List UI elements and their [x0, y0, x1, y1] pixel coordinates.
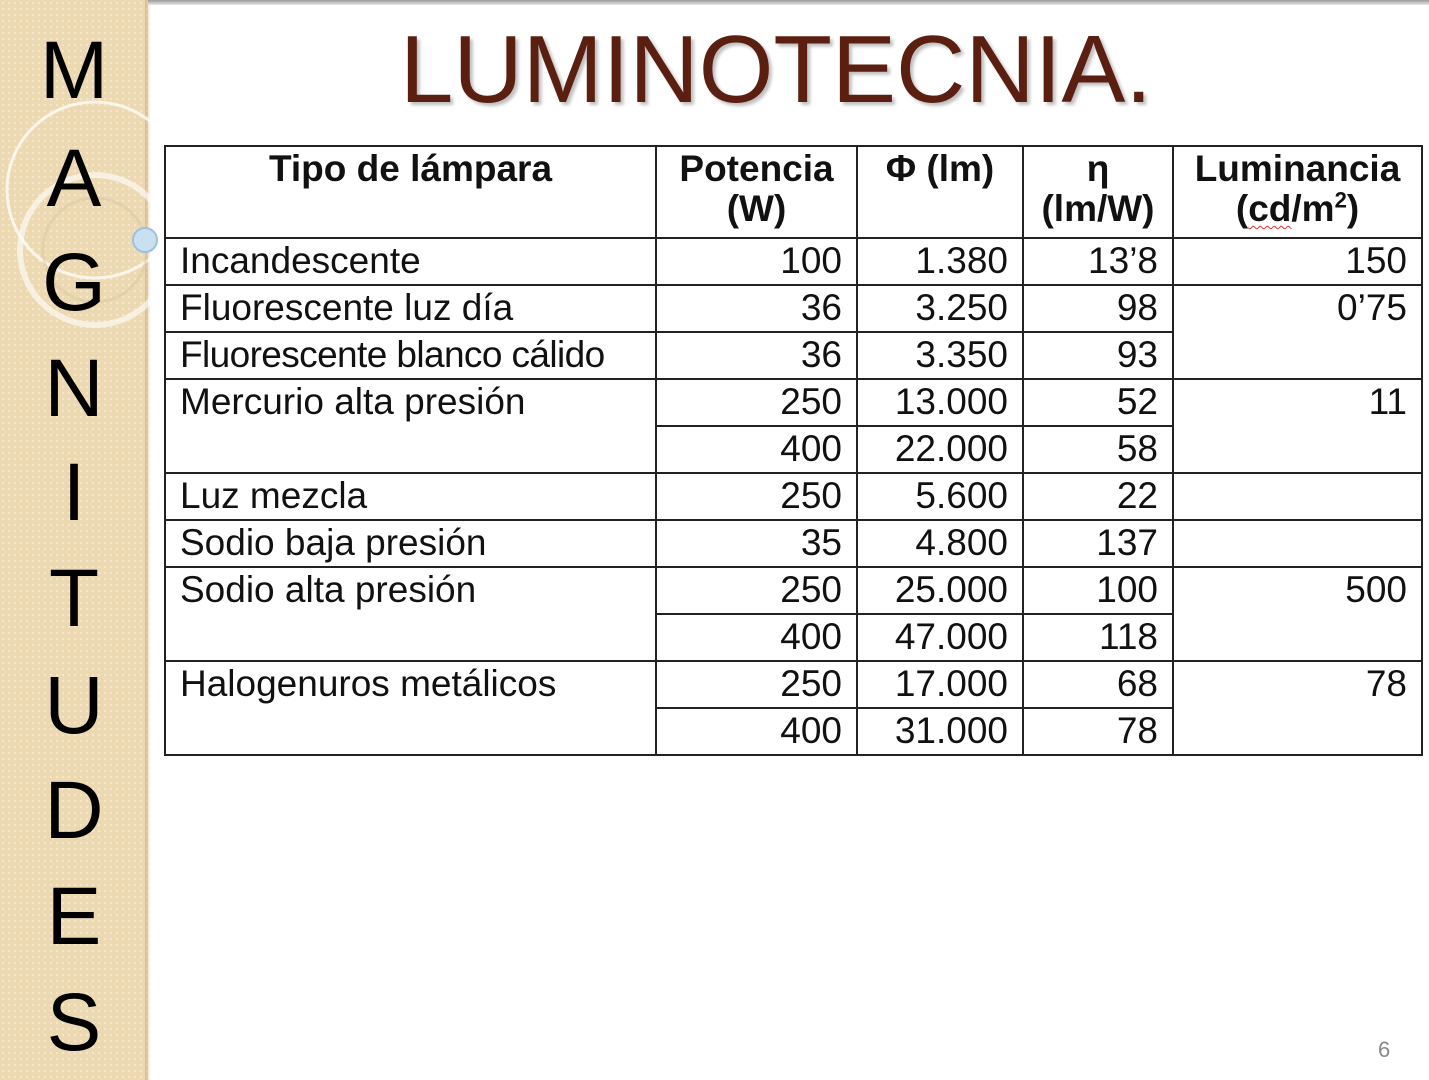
table-row — [165, 661, 1422, 708]
cell-potencia: 400 — [656, 708, 857, 755]
table-row — [165, 285, 1422, 332]
table-row — [165, 473, 1422, 520]
cell-flujo: 31.000 — [857, 708, 1023, 755]
header-eficacia: η (lm/W) — [1023, 146, 1173, 238]
cell-name: Incandescente — [165, 238, 656, 285]
side-letter-e: E — [46, 871, 102, 962]
cell-eficacia: 78 — [1023, 708, 1173, 755]
cell-flujo: 13.000 — [857, 379, 1023, 426]
cell-potencia: 250 — [656, 661, 857, 708]
cell-potencia: 400 — [656, 614, 857, 661]
cell-eficacia: 137 — [1023, 520, 1173, 567]
cell-luminancia — [1173, 520, 1422, 567]
table-row — [165, 238, 1422, 285]
cell-potencia: 250 — [656, 379, 857, 426]
cell-luminancia — [1173, 473, 1422, 520]
cell-luminancia: 11 — [1173, 379, 1422, 473]
cell-name: Fluorescente blanco cálido — [165, 332, 656, 379]
cell-potencia: 35 — [656, 520, 857, 567]
header-tipo: Tipo de lámpara — [165, 146, 656, 238]
side-letter-u: U — [44, 660, 104, 751]
cell-name: Luz mezcla — [165, 473, 656, 520]
side-letter-s: S — [46, 977, 102, 1068]
cell-potencia: 36 — [656, 332, 857, 379]
side-letter-t: T — [48, 553, 100, 644]
cell-name: Halogenuros metálicos — [165, 661, 656, 755]
side-letter-d: D — [44, 765, 104, 856]
cell-eficacia: 118 — [1023, 614, 1173, 661]
cell-flujo: 1.380 — [857, 238, 1023, 285]
cell-name: Mercurio alta presión — [165, 379, 656, 473]
slide-number: 6 — [1378, 1037, 1391, 1062]
cell-luminancia: 500 — [1173, 567, 1422, 661]
table-header-row — [165, 146, 1422, 238]
cell-eficacia: 68 — [1023, 661, 1173, 708]
cell-eficacia: 58 — [1023, 426, 1173, 473]
cell-potencia: 250 — [656, 473, 857, 520]
cell-eficacia: 93 — [1023, 332, 1173, 379]
table-row — [165, 379, 1422, 426]
cell-luminancia: 78 — [1173, 661, 1422, 755]
cell-flujo: 3.350 — [857, 332, 1023, 379]
cell-name: Sodio alta presión — [165, 567, 656, 661]
side-letter-g: G — [42, 237, 106, 328]
cell-flujo: 5.600 — [857, 473, 1023, 520]
cell-flujo: 25.000 — [857, 567, 1023, 614]
header-flujo: Φ (lm) — [857, 146, 1023, 238]
cell-eficacia: 13’8 — [1023, 238, 1173, 285]
side-letter-m: M — [39, 25, 109, 116]
cell-eficacia: 98 — [1023, 285, 1173, 332]
table-row — [165, 567, 1422, 614]
cell-eficacia: 100 — [1023, 567, 1173, 614]
side-letter-n: N — [44, 343, 104, 434]
cell-eficacia: 22 — [1023, 473, 1173, 520]
cell-potencia: 250 — [656, 567, 857, 614]
top-border-line — [148, 0, 1429, 5]
cell-potencia: 36 — [656, 285, 857, 332]
cell-flujo: 17.000 — [857, 661, 1023, 708]
cell-flujo: 4.800 — [857, 520, 1023, 567]
cell-potencia: 100 — [656, 238, 857, 285]
table-row — [165, 520, 1422, 567]
cell-name: Sodio baja presión — [165, 520, 656, 567]
cell-luminancia: 150 — [1173, 238, 1422, 285]
header-potencia: Potencia (W) — [656, 146, 857, 238]
cell-flujo: 3.250 — [857, 285, 1023, 332]
header-luminancia: Luminancia $(cd/m^2)$ — [1173, 146, 1422, 238]
side-letter-a: A — [46, 133, 102, 224]
cell-name: Fluorescente luz día — [165, 285, 656, 332]
cell-flujo: 22.000 — [857, 426, 1023, 473]
cell-luminancia: 0’75 — [1173, 285, 1422, 379]
cell-potencia: 400 — [656, 426, 857, 473]
cell-flujo: 47.000 — [857, 614, 1023, 661]
side-letter-i: I — [62, 447, 86, 538]
slide-title: LUMINOTECNIA. — [400, 16, 1153, 123]
lamp-table — [164, 145, 1423, 756]
cell-eficacia: 52 — [1023, 379, 1173, 426]
